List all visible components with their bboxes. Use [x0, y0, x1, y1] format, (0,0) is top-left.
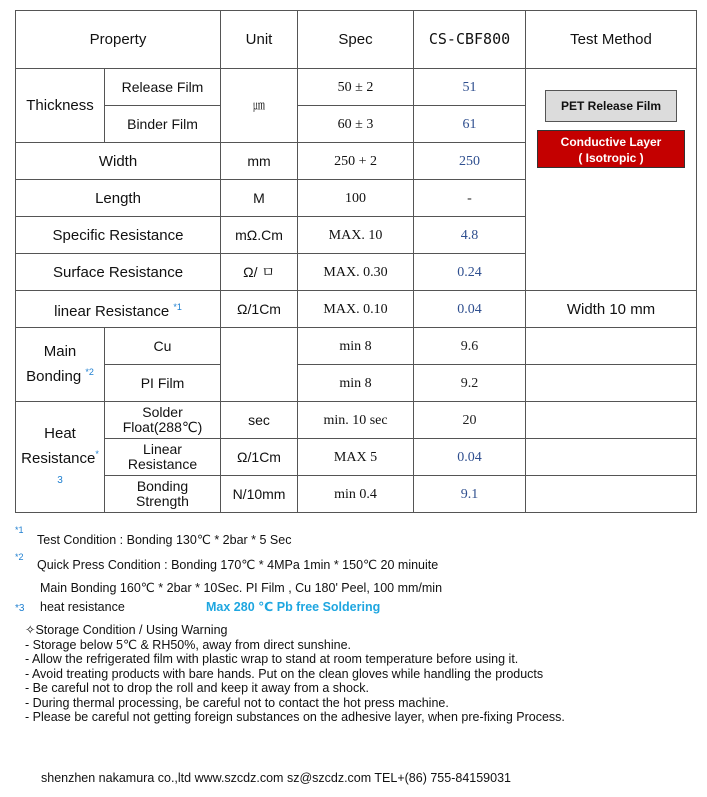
note3-mark: *3	[15, 603, 25, 614]
value-width: 250	[414, 143, 526, 180]
row-heat-bonding	[16, 476, 697, 513]
unit-bonding	[221, 328, 298, 402]
method-heat-linear	[526, 439, 697, 476]
header-spec: Spec	[298, 11, 414, 69]
header-unit: Unit	[221, 11, 298, 69]
storage-warning	[25, 623, 600, 725]
note3-text: heat resistance	[40, 600, 125, 614]
legend-conductive-line2: ( Isotropic )	[578, 151, 644, 165]
spec-binder-film: 60 ± 3	[298, 106, 414, 143]
label-main-bonding-2: Bonding	[26, 368, 82, 385]
sub-heat-bonding-2: Strength	[136, 493, 189, 509]
value-release-film: 51	[414, 69, 526, 106]
row-bonding-cu	[16, 328, 697, 365]
unit-width: mm	[221, 143, 298, 180]
storage-item: - Storage below 5℃ & RH50%, away from direct sunshine.	[25, 637, 351, 652]
footnote-marker-3b: 3	[57, 474, 63, 486]
header-property: Property	[16, 11, 221, 69]
unit-thickness: ㎛	[221, 69, 298, 143]
legend-pet-release-film: PET Release Film	[545, 90, 677, 122]
label-main-bonding-1: Main	[43, 343, 77, 360]
sub-heat-linear	[105, 439, 221, 476]
value-heat-bonding: 9.1	[414, 476, 526, 513]
company-footer: shenzhen nakamura co.,ltd www.szcdz.com sz@szcdz.com TEL+(86) 755-84159031	[41, 771, 511, 785]
legend-conductive-layer	[537, 130, 685, 168]
row-thickness-release	[16, 69, 697, 106]
row-heat-linear	[16, 439, 697, 476]
label-heat-1: Heat	[44, 424, 76, 442]
value-surface-resistance: 0.24	[414, 254, 526, 291]
method-heat-bonding	[526, 476, 697, 513]
value-length: -	[414, 180, 526, 217]
value-solder: 20	[414, 402, 526, 439]
note2-main-bonding: Main Bonding 160℃ * 2bar * 10Sec. PI Film , Cu 180' Peel, 100 mm/min	[40, 581, 443, 595]
storage-title: ✧Storage Condition / Using Warning	[25, 623, 228, 637]
layer-legend	[526, 69, 697, 291]
label-linear-resistance: linear Resistance	[54, 302, 170, 320]
method-linear-resistance: Width 10 mm	[526, 291, 697, 328]
footnote-marker-3a: *	[95, 448, 99, 459]
sub-cu: Cu	[105, 328, 221, 365]
note2-mark: *2	[15, 552, 24, 562]
spec-release-film: 50 ± 2	[298, 69, 414, 106]
unit-heat-bonding: N/10mm	[221, 476, 298, 513]
note1-mark: *1	[15, 525, 24, 535]
note3-highlight: Max 280 ℃ Pb free Soldering	[206, 600, 381, 614]
unit-solder: sec	[221, 402, 298, 439]
storage-item: - Allow the refrigerated film with plastic wrap to stand at room temperature before using it.	[25, 652, 519, 666]
sub-solder-2: Float(288℃)	[122, 419, 203, 435]
sub-heat-bonding-1: Bonding	[136, 478, 189, 494]
header-row	[16, 11, 697, 69]
sub-heat-linear-2: Resistance	[127, 456, 198, 472]
label-main-bonding-cell	[16, 328, 105, 402]
method-cu	[526, 328, 697, 365]
row-heat-solder	[16, 402, 697, 439]
unit-heat-linear: Ω/1Cm	[221, 439, 298, 476]
footnote-marker-1: *1	[173, 301, 182, 312]
spec-linear-resistance: MAX. 0.10	[298, 291, 414, 328]
value-specific-resistance: 4.8	[414, 217, 526, 254]
sub-pi-film: PI Film	[105, 365, 221, 402]
sub-heat-bonding	[105, 476, 221, 513]
sub-binder-film: Binder Film	[105, 106, 221, 143]
storage-item: - During thermal processing, be careful not to contact the hot press machine.	[25, 695, 449, 710]
label-heat-2: Resistance	[21, 449, 96, 467]
label-specific-resistance: Specific Resistance	[16, 217, 221, 254]
sub-solder-float	[105, 402, 221, 439]
value-heat-linear: 0.04	[414, 439, 526, 476]
note1-text: Test Condition : Bonding 130℃ * 2bar * 5 Sec	[37, 533, 292, 547]
label-length: Length	[16, 180, 221, 217]
header-product: CS-CBF800	[414, 11, 526, 69]
spec-length: 100	[298, 180, 414, 217]
value-cu: 9.6	[414, 328, 526, 365]
note2-text: Quick Press Condition : Bonding 170℃ * 4MPa 1min * 150℃ 20 minuite	[37, 558, 439, 572]
header-test-method: Test Method	[526, 11, 697, 69]
footnote-marker-2: *2	[85, 367, 94, 377]
method-pi-film	[526, 365, 697, 402]
storage-item: - Please be careful not getting foreign substances on the adhesive layer, when pre-fixing Process.	[25, 710, 565, 724]
value-binder-film: 61	[414, 106, 526, 143]
spec-pi-film: min 8	[298, 365, 414, 402]
spec-table	[15, 10, 697, 513]
value-linear-resistance: 0.04	[414, 291, 526, 328]
spec-solder: min. 10 sec	[298, 402, 414, 439]
sub-release-film: Release Film	[105, 69, 221, 106]
spec-cu: min 8	[298, 328, 414, 365]
label-width: Width	[16, 143, 221, 180]
unit-length: M	[221, 180, 298, 217]
label-heat-resistance-cell	[16, 402, 105, 513]
spec-heat-bonding: min 0.4	[298, 476, 414, 513]
sub-heat-linear-1: Linear	[143, 441, 182, 457]
storage-item: - Be careful not to drop the roll and keep it away from a shock.	[25, 681, 369, 695]
label-surface-resistance: Surface Resistance	[16, 254, 221, 291]
legend-conductive-line1: Conductive Layer	[560, 135, 662, 149]
row-linear-resistance	[16, 291, 697, 328]
row-bonding-pi	[16, 365, 697, 402]
spec-heat-linear: MAX 5	[298, 439, 414, 476]
unit-surface-resistance: Ω/ ㅁ	[221, 254, 298, 291]
unit-specific-resistance: mΩ.Cm	[221, 217, 298, 254]
spec-specific-resistance: MAX. 10	[298, 217, 414, 254]
value-pi-film: 9.2	[414, 365, 526, 402]
method-solder	[526, 402, 697, 439]
spec-width: 250 + 2	[298, 143, 414, 180]
storage-item: - Avoid treating products with bare hands. Put on the clean gloves while handling the products	[25, 666, 544, 681]
spec-surface-resistance: MAX. 0.30	[298, 254, 414, 291]
unit-linear-resistance: Ω/1Cm	[221, 291, 298, 328]
sub-solder-1: Solder	[142, 404, 183, 420]
label-thickness: Thickness	[16, 69, 105, 143]
label-linear-resistance-cell	[16, 291, 221, 328]
